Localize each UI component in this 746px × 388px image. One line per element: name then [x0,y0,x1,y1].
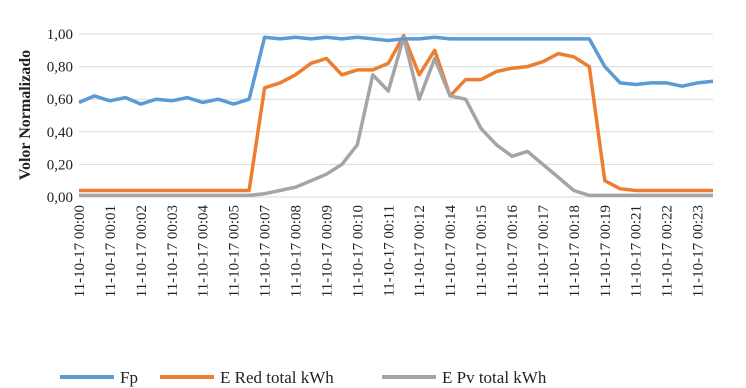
y-tick-label: 0,60 [46,92,73,109]
y-tick-label: 0,20 [46,157,73,174]
x-tick-label: 11-10-17 00:09 [319,205,336,298]
x-tick-label: 11-10-17 00:03 [164,205,181,298]
y-tick-label: 0,80 [46,59,73,76]
legend-label: E Red total kWh [220,368,334,387]
series-line-e-pv-total-kwh [79,37,713,195]
x-tick-label: 11-10-17 00:08 [288,205,305,298]
x-tick-label: 11-10-17 00:22 [659,205,676,298]
x-tick-label: 11-10-17 00:10 [350,205,367,298]
x-axis [72,205,707,298]
legend-label: Fp [120,368,138,387]
x-tick-label: 11-10-17 00:02 [133,205,150,298]
x-tick-label: 11-10-17 00:07 [257,205,274,298]
x-tick-label: 11-10-17 00:05 [226,205,243,298]
x-tick-label: 11-10-17 00:15 [474,205,491,298]
y-axis-label: Volor Normalizado [17,49,34,181]
x-tick-label: 11-10-17 00:19 [597,205,614,298]
x-tick-label: 11-10-17 00:12 [412,205,429,298]
x-tick-label: 11-10-17 00:21 [628,205,645,298]
x-tick-label: 11-10-17 00:18 [566,205,583,298]
x-tick-label: 11-10-17 00:23 [690,205,707,298]
x-tick-label: 11-10-17 00:04 [195,205,212,298]
x-tick-label: 11-10-17 00:16 [504,205,521,298]
y-tick-label: 0,00 [46,190,73,206]
y-axis [47,27,73,206]
x-tick-label: 11-10-17 00:00 [72,205,88,298]
x-tick-label: 11-10-17 00:11 [381,205,398,297]
y-tick-label: 1,00 [46,27,73,43]
legend [60,368,547,387]
legend-label: E Pv total kWh [442,368,547,387]
x-tick-label: 11-10-17 00:01 [102,205,119,298]
y-tick-label: 0,40 [46,124,73,141]
x-tick-label: 11-10-17 00:14 [443,205,460,298]
x-tick-label: 11-10-17 00:17 [535,205,552,298]
plot-area [79,36,713,196]
